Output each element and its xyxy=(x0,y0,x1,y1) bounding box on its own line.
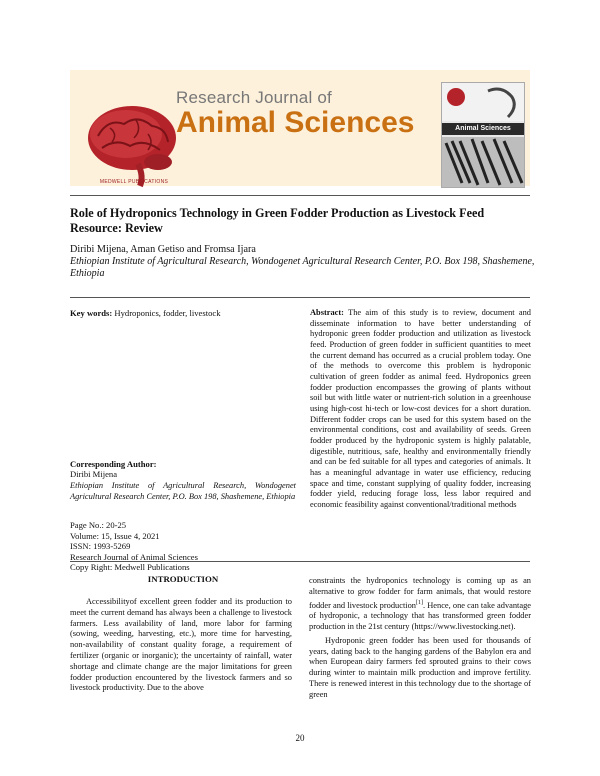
paper-affiliation: Ethiopian Institute of Agricultural Research, Wondogenet Agricultural Research Center, P.O. Box 198, Shashemene, Ethiopia xyxy=(70,256,535,279)
journal-title-line1: Research Journal of xyxy=(176,88,332,107)
abstract-text: The aim of this study is to review, document and disseminate information to have better understanding of hydroponic green fodder production and utilization as livestock feed. Production of green fodder in sufficient quantities to meet the current demand has occurred as a crucial problem today. One of the methods to overcome this problem is hydroponic cultivation of green fodder as animal feed. Hydroponics green fodder production encompasses the growing of plants without soil but with little water or nutrient-rich solution in a greenhouse using high-cost hi-tech or low-cost devices for a short duration. Different fodder crops can be used for this system based on the environmental conditions, cost and availability of seeds. Green fodder produced by the hydroponic system is highly palatable, digestible, nutritious, safe, healthy and environmentally friendly and can be fed suitable for all types and categories of animals. It has a meaningful advantage in water use efficiency, reducing space and time, constant supplying of quality fodder, increasing fodder yield, reducing forage loss, less labor required and economic feasibility against conventional/traditional methods xyxy=(310,308,531,509)
abstract xyxy=(310,308,531,510)
body-column-left xyxy=(70,597,292,694)
divider xyxy=(70,561,530,562)
paper-authors: Diribi Mijena, Aman Getiso and Fromsa Ijara xyxy=(70,244,256,255)
journal-cover-image xyxy=(441,82,525,188)
article-meta xyxy=(70,520,198,573)
page-number: 20 xyxy=(295,733,305,743)
cover-title: Animal Sciences xyxy=(442,123,524,135)
paragraph-text: . Hence, one can take advantage of hydroponic, a technology that has transformed green fodder production in the 21st century (https://www.livestocking.net). xyxy=(309,600,531,631)
journal-title-line2: Animal Sciences xyxy=(176,106,415,139)
keywords-label: Key words: xyxy=(70,308,113,318)
keywords xyxy=(70,308,221,318)
divider xyxy=(70,297,530,298)
meta-volume: Volume: 15, Issue 4, 2021 xyxy=(70,530,160,541)
meta-pages: Page No.: 20-25 xyxy=(70,520,127,530)
brain-logo-icon xyxy=(78,98,190,188)
paragraph-text: constraints the hydroponics technology is coming up as an alternative to grow fodder for farm animals, that would restore fodder and livestock production xyxy=(309,576,531,610)
keywords-value: Hydroponics, fodder, livestock xyxy=(112,308,221,318)
meta-copyright: Copy Right: Medwell Publications xyxy=(70,562,190,573)
body-column-right xyxy=(309,576,531,701)
paragraph xyxy=(309,576,531,633)
corresponding-author-name: Diribi Mijena xyxy=(70,469,118,479)
paper-title: Role of Hydroponics Technology in Green Fodder Production as Livestock Feed Resource: Review xyxy=(70,206,485,235)
paragraph: Hydroponic green fodder has been used for thousands of years, dating back to the hanging gardens of the Babylon era and when European dairy farmers fed sprouted grains to their cows during winter to maintain milk production and improve fertility. There is renewed interest in this technology due to the shortage of green xyxy=(309,635,531,699)
paragraph: Accessibilityof excellent green fodder and its production to meet the current demand has always been a challenge to livestock farmers. Less availability of land, more labor for farming (sowing, weeding, harvesting, etc.), more time for harvesting, non-availability of constant quality forage, a requirement of fertilizer (organic or inorganic); the uncertainty of rainfall, water shortage and climate change are the major limitations for green fodder production encountered by the livestock farmers and so livestock productivity. Due to the above xyxy=(70,597,292,693)
citation-ref[interactable]: [1] xyxy=(415,599,423,606)
corresponding-author-heading: Corresponding Author: xyxy=(70,459,157,469)
section-heading-introduction: INTRODUCTION xyxy=(147,574,219,584)
corresponding-author-affiliation: Ethiopian Institute of Agricultural Research, Wondogenet Agricultural Research Center, P.O. Box 198, Shashemene, Ethiopia xyxy=(70,481,296,501)
publisher-name: MEDWELL PUBLICATIONS xyxy=(99,179,169,185)
abstract-label: Abstract: xyxy=(310,308,344,317)
divider xyxy=(70,195,530,196)
meta-journal: Research Journal of Animal Sciences xyxy=(70,551,198,562)
cover-artwork xyxy=(442,83,524,187)
meta-issn: ISSN: 1993-5269 xyxy=(70,541,131,552)
